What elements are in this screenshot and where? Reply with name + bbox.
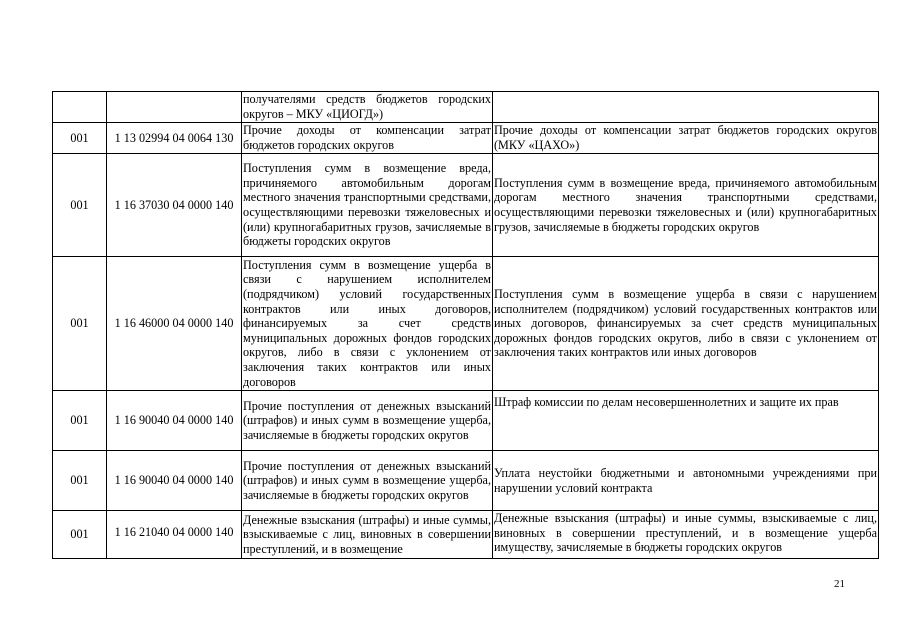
table-row: [53, 257, 879, 391]
admin-code-cell: 001: [53, 391, 107, 451]
revenue-description-cell: [493, 92, 879, 123]
revenue-name-cell: Прочие поступления от денежных взысканий (штрафов) и иных сумм в возмещение ущерба, зачисляемые в бюджеты городских округов: [242, 391, 493, 451]
revenue-description-cell: Уплата неустойки бюджетными и автономными учреждениями при нарушении условий контракта: [493, 451, 879, 511]
table-row: [53, 92, 879, 123]
admin-code-cell: 001: [53, 257, 107, 391]
admin-code-cell: [53, 92, 107, 123]
table-row: [53, 511, 879, 559]
page-number: 21: [834, 578, 845, 590]
revenue-description-cell: Штраф комиссии по делам несовершеннолетних и защите их прав: [493, 391, 879, 451]
admin-code-cell: 001: [53, 451, 107, 511]
table-row: [53, 391, 879, 451]
budget-code-cell: [107, 92, 242, 123]
revenue-description-cell: Поступления сумм в возмещение вреда, причиняемого автомобильным дорогам местного значения транспортными средствами, осуществляющими перевозки тяжеловесных и (или) крупногабаритных грузов, зачисляемые в бюджеты городских округов: [493, 154, 879, 257]
revenue-description-cell: Поступления сумм в возмещение ущерба в связи с нарушением исполнителем (подрядчиком) условий государственных контрактов или иных договоров, финансируемых за счет средств муниципальных дорожных фондов городских округов, либо в связи с уклонением от заключения таких контрактов или иных договоров: [493, 257, 879, 391]
revenue-name-cell: Прочие доходы от компенсации затрат бюджетов городских округов: [243, 123, 491, 152]
admin-code-cell: 001: [53, 123, 107, 154]
revenue-name-cell: Прочие поступления от денежных взысканий (штрафов) и иных сумм в возмещение ущерба, зачисляемые в бюджеты городских округов: [242, 451, 493, 511]
table-row: [53, 451, 879, 511]
budget-code-cell: 1 16 37030 04 0000 140: [107, 154, 242, 257]
budget-code-cell: 1 16 90040 04 0000 140: [107, 451, 242, 511]
admin-code-cell: 001: [53, 511, 107, 559]
revenue-name-cell: получателями средств бюджетов городских округов – МКУ «ЦИОГД»): [243, 92, 491, 121]
revenue-description-cell: Прочие доходы от компенсации затрат бюджетов городских округов (МКУ «ЦАХО»): [494, 123, 877, 152]
budget-code-cell: 1 13 02994 04 0064 130: [107, 123, 242, 154]
budget-code-cell: 1 16 46000 04 0000 140: [107, 257, 242, 391]
budget-code-cell: 1 16 90040 04 0000 140: [107, 391, 242, 451]
table-row: [53, 123, 879, 154]
budget-code-cell: 1 16 21040 04 0000 140: [107, 511, 242, 559]
revenue-name-cell: Поступления сумм в возмещение вреда, причиняемого автомобильным дорогам местного значения транспортными средствами, осуществляющими перевозки тяжеловесных и (или) крупногабаритных грузов, зачисляемые в бюджеты городских округов: [242, 154, 493, 257]
admin-code-cell: 001: [53, 154, 107, 257]
revenue-name-cell: Денежные взыскания (штрафы) и иные суммы, взыскиваемые с лиц, виновных в совершении преступлений, и в возмещение: [242, 511, 493, 559]
revenue-description-cell: Денежные взыскания (штрафы) и иные суммы, взыскиваемые с лиц, виновных в совершении преступлений, и в возмещение ущерба имуществу, зачисляемые в бюджеты городских округов: [493, 511, 879, 559]
budget-revenue-table: [52, 91, 879, 559]
revenue-name-cell: Поступления сумм в возмещение ущерба в связи с нарушением исполнителем (подрядчиком) условий государственных контрактов или иных договоров, финансируемых за счет средств муниципальных дорожных фондов городских округов, либо в связи с уклонением от заключения таких контрактов или иных договоров: [243, 257, 491, 389]
table-row: [53, 154, 879, 257]
